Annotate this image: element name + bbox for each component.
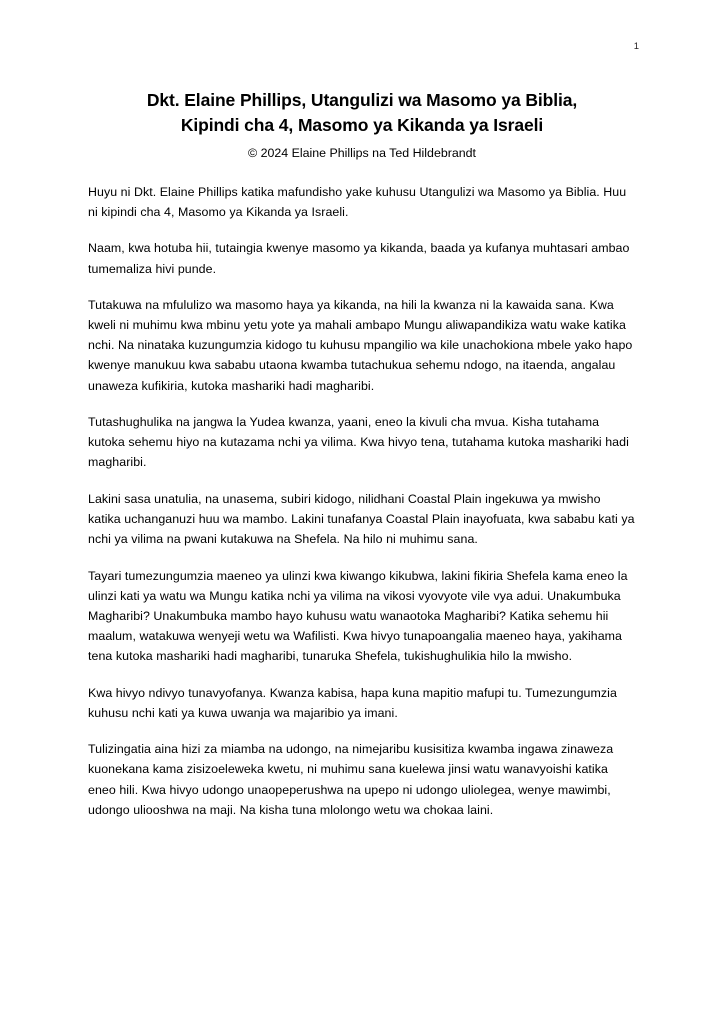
paragraph: Huyu ni Dkt. Elaine Phillips katika mafundisho yake kuhusu Utangulizi wa Masomo ya Biblia. Huu ni kipindi cha 4, Masomo ya Kikanda ya Israeli. bbox=[88, 184, 627, 219]
paragraph: Kwa hivyo ndivyo tunavyofanya. Kwanza kabisa, hapa kuna mapitio mafupi tu. Tumezungumzia kuhusu nchi kati ya kuwa uwanja wa majaribio ya imani. bbox=[88, 685, 617, 720]
body-text bbox=[88, 182, 636, 820]
page-title-line-1: Dkt. Elaine Phillips, Utangulizi wa Masomo ya Biblia, bbox=[146, 90, 578, 110]
page-title-line-2: Kipindi cha 4, Masomo ya Kikanda ya Israeli bbox=[180, 115, 544, 136]
paragraph: Tutakuwa na mfululizo wa masomo haya ya kikanda, na hili la kwanza ni la kawaida sana. Kwa kweli ni muhimu kwa mbinu yetu yote ya mahali ambapo Mungu aliwapandikiza watu wake katika nchi. Na ninataka kuzungumzia kidogo tu kuhusu mpangilio wa kile unachokiona mbele yako hapo kwenye manukuu kwa sababu utaona kwamba tutachukua sehemu ndogo, na itaenda, angalau unaweza kufikiria, kutoka mashariki hadi magharibi. bbox=[88, 298, 633, 393]
copyright-notice: © 2024 Elaine Phillips na Ted Hildebrandt bbox=[248, 145, 476, 160]
page-title bbox=[88, 88, 636, 139]
paragraph: Tayari tumezungumzia maeneo ya ulinzi kwa kiwango kikubwa, lakini fikiria Shefela kama eneo la ulinzi kati ya watu wa Mungu katika nchi ya vilima na vikosi vyovyote vile vya adui. Unakumbuka Magharibi? Unakumbuka mambo hayo kuhusu watu wanaotoka Magharibi? Katika sehemu hii maalum, watakuwa wenyeji wetu wa Wafilisti. Kwa hivyo tunapoangalia maeneo haya, yakihama tena kutoka mashariki hadi magharibi, tunaruka Shefela, tukishughulikia hilo la mwisho. bbox=[88, 568, 628, 664]
paragraph: Naam, kwa hotuba hii, tutaingia kwenye masomo ya kikanda, baada ya kufanya muhtasari ambao tumemaliza hivi punde. bbox=[88, 241, 630, 276]
page-content bbox=[88, 88, 636, 820]
paragraph: Tulizingatia aina hizi za miamba na udongo, na nimejaribu kusisitiza kwamba ingawa zinaweza kuonekana kama zisizoeleweka kwetu, ni muhimu sana kuelewa jinsi watu wanavyoishi katika eneo hili. Kwa hivyo udongo unaopeperushwa na upepo ni udongo uliolegea, wenye mawimbi, udongo uliooshwa na maji. Na kisha tuna mlolongo wetu wa chokaa laini. bbox=[88, 742, 614, 817]
page-number: 1 bbox=[633, 41, 639, 52]
paragraph: Tutashughulika na jangwa la Yudea kwanza, yaani, eneo la kivuli cha mvua. Kisha tutahama kutoka sehemu hiyo na kutazama nchi ya vilima. Kwa hivyo tena, tutahama kutoka mashariki hadi magharibi. bbox=[88, 415, 629, 470]
paragraph: Lakini sasa unatulia, na unasema, subiri kidogo, nilidhani Coastal Plain ingekuwa ya mwisho katika uchanganuzi huu wa mambo. Lakini tunafanya Coastal Plain inayofuata, kwa sababu kati ya nchi ya vilima na pwani kutakuwa na Shefela. Na hilo ni muhimu sana. bbox=[88, 491, 635, 547]
